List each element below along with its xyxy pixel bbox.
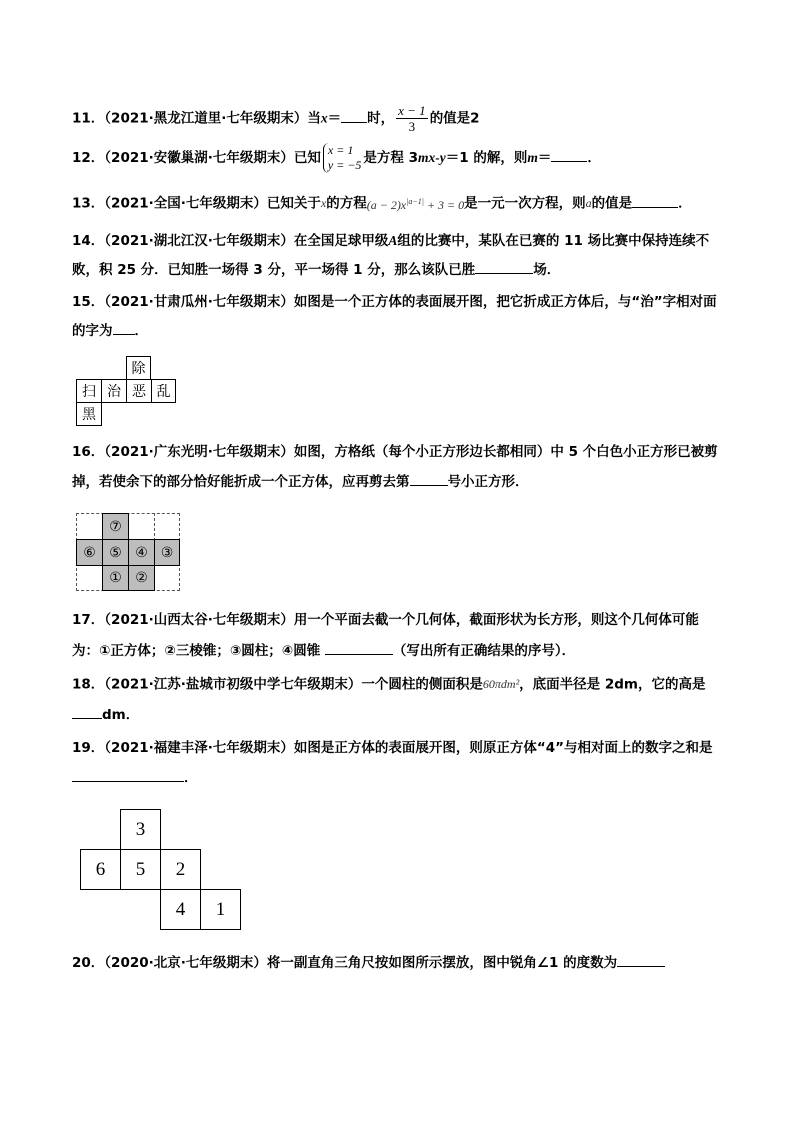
grid-cell-2: ② xyxy=(128,565,155,591)
grid-paper-figure-16 xyxy=(76,513,180,591)
question-17: 17．（2021·山西太谷·七年级期末）用一个平面去截一个几何体，截面形状为长方形，则这个几何体可能 为：①正方体；②三棱锥；③圆柱；④圆锥 （写出所有正确结果的序号）． xyxy=(72,612,699,659)
answer-blank[interactable] xyxy=(475,257,533,274)
answer-blank[interactable] xyxy=(410,469,448,486)
net-cell: 除 xyxy=(126,356,151,380)
question-20: 20．（2020·北京·七年级期末）将一副直角三角尺按如图所示摆放，图中锐角∠1 的度数为 xyxy=(72,950,732,976)
question-15: 15．（2021·甘肃瓜州·七年级期末）如图是一个正方体的表面展开图，把它折成正方体后，与“治”字相对面 的字为 ． xyxy=(72,294,717,339)
grid-cell-1: ① xyxy=(102,565,129,591)
question-14: 14．（2021·湖北江汉·七年级期末）在全国足球甲级A组的比赛中，某队在已赛的 11 场比赛中保持连续不 败，积 25 分．已知胜一场得 3 分，平一场得 1 分，那么该队已胜 场． xyxy=(72,233,710,278)
equation-system: x = 1 y = −5 xyxy=(323,143,362,173)
question-13: 13．（2021·全国·七年级期末）已知关于x的方程$(a - 2)x^{|a-1|} + 3 = 0$是一元一次方程，则a的值是 ． xyxy=(72,189,732,218)
grid-cell-3: ③ xyxy=(154,539,180,566)
answer-blank[interactable] xyxy=(632,191,678,208)
net-cell: 1 xyxy=(200,889,241,930)
answer-blank[interactable] xyxy=(617,950,665,967)
net-cell: 扫 xyxy=(76,379,102,403)
grid-cell-7: ⑦ xyxy=(102,513,129,540)
grid-cell-5: ⑤ xyxy=(102,539,129,566)
net-cell: 3 xyxy=(120,809,161,850)
question-18: 18．（2021·江苏·盐城市初级中学七年级期末）一个圆柱的侧面积是60πdm²，底面半径是 2dm，它的高是 dm． xyxy=(72,676,706,723)
cube-net-figure-15 xyxy=(76,356,176,428)
grid-cell-6: ⑥ xyxy=(76,539,103,566)
net-cell: 乱 xyxy=(151,379,176,403)
net-cell: 6 xyxy=(80,849,121,890)
answer-blank[interactable] xyxy=(551,145,587,162)
net-cell: 治 xyxy=(101,379,127,403)
answer-blank[interactable] xyxy=(325,638,393,655)
net-cell: 4 xyxy=(160,889,201,930)
net-cell: 恶 xyxy=(126,379,152,403)
answer-blank[interactable] xyxy=(72,765,184,782)
equation: $(a - 2)x^{|a-1|} + 3 = 0$ xyxy=(366,197,465,212)
answer-blank[interactable] xyxy=(72,702,102,719)
grid-cell-4: ④ xyxy=(128,539,155,566)
cube-net-figure-19 xyxy=(80,809,242,930)
question-12: 12．（2021·安徽巢湖·七年级期末）已知 x = 1 y = −5 是方程 3mx-y＝1 的解，则m＝ ． xyxy=(72,143,601,172)
question-19: 19．（2021·福建丰泽·七年级期末）如图是正方体的表面展开图，则原正方体“4”与相对面上的数字之和是 ． xyxy=(72,740,713,786)
net-cell: 5 xyxy=(120,849,161,890)
question-16: 16．（2021·广东光明·七年级期末）如图，方格纸（每个小正方形边长都相同）中 5 个白色小正方形已被剪 掉，若使余下的部分恰好能折成一个正方体，应再剪去第 号小正方形． xyxy=(72,444,718,490)
answer-blank[interactable] xyxy=(113,318,135,335)
net-cell: 2 xyxy=(160,849,201,890)
question-11: 11．（2021·黑龙江道里·七年级期末）当x＝ 时， $\frac{x - 1}{3}$ 的值是2 xyxy=(72,103,480,134)
net-cell: 黑 xyxy=(76,402,102,426)
answer-blank[interactable] xyxy=(341,106,367,123)
fraction: $\frac{x - 1}{3}$ xyxy=(398,103,426,134)
